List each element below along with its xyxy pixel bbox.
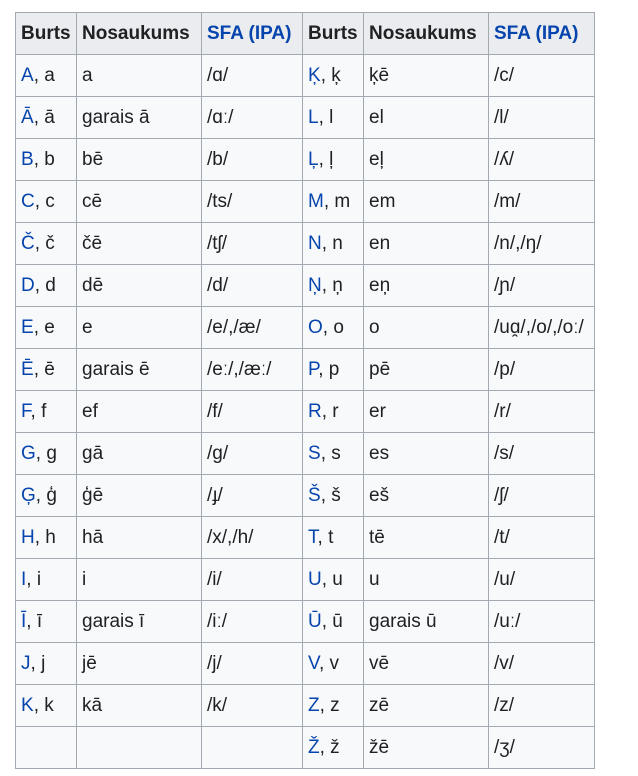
letter-cell-right [303,265,364,307]
letter-cell-left [16,685,77,727]
letter-cell-left [16,265,77,307]
lowercase-letter: ā [44,106,55,128]
lowercase-letter: ī [36,610,43,632]
letter-link[interactable]: P [308,358,319,380]
letter-cell-left [16,391,77,433]
alphabet-table [15,12,595,769]
lowercase-letter: š [331,484,341,506]
table-row [16,181,595,223]
letter-separator: , [318,148,330,170]
lowercase-letter: z [330,694,340,716]
letter-cell-right [303,97,364,139]
letter-link[interactable]: O [308,316,323,338]
name-cell-left: hā [77,517,202,559]
letter-separator: , [35,442,47,464]
letter-separator: , [33,148,45,170]
letter-separator: , [321,568,333,590]
table-row [16,727,595,769]
table-row [16,307,595,349]
letter-link[interactable]: I [21,568,27,590]
name-cell-right: pē [364,349,489,391]
header-ipa-link-left[interactable]: SFA (IPA) [202,13,303,55]
lowercase-letter: č [45,232,55,254]
letter-link[interactable]: Č [21,232,35,254]
header-letter-left: Burts [16,13,77,55]
letter-separator: , [320,484,332,506]
letter-separator: , [33,694,45,716]
letter-link[interactable]: G [21,442,36,464]
lowercase-letter: n [332,232,343,254]
lowercase-letter: ē [44,358,55,380]
ipa-cell-right: /uː/ [489,601,595,643]
ipa-cell-left: /tʃ/ [202,223,303,265]
letter-link[interactable]: D [21,274,35,296]
name-cell-left: dē [77,265,202,307]
letter-link[interactable]: H [21,526,35,548]
letter-separator: , [318,652,330,674]
letter-link[interactable]: Ļ [308,148,319,170]
ipa-cell-left: /g/ [202,433,303,475]
letter-link[interactable]: Z [308,694,320,716]
ipa-cell-left [202,727,303,769]
table-row [16,55,595,97]
letter-link[interactable]: J [21,652,31,674]
ipa-cell-left: /ɟ/ [202,475,303,517]
table-row [16,475,595,517]
ipa-cell-right: /n/,/ŋ/ [489,223,595,265]
name-cell-right: eš [364,475,489,517]
name-cell-right: eņ [364,265,489,307]
letter-link[interactable]: M [308,190,324,212]
lowercase-letter: ž [330,736,340,758]
letter-link[interactable]: Ī [21,610,27,632]
letter-cell-right [303,475,364,517]
ipa-cell-right: /ɲ/ [489,265,595,307]
lowercase-letter: h [45,526,56,548]
letter-cell-left [16,349,77,391]
letter-separator: , [318,358,329,380]
letter-separator: , [26,610,37,632]
table-row [16,559,595,601]
letter-cell-left [16,139,77,181]
ipa-cell-right: /uɑ̯/,/o/,/oː/ [489,307,595,349]
ipa-cell-left: /ɑː/ [202,97,303,139]
letter-cell-left [16,307,77,349]
letter-cell-left [16,97,77,139]
letter-separator: , [33,316,45,338]
letter-link[interactable]: F [21,400,31,422]
letter-link[interactable]: V [308,652,319,674]
ipa-cell-left: /ɑ/ [202,55,303,97]
name-cell-left: garais ā [77,97,202,139]
lowercase-letter: ū [332,610,343,632]
letter-cell-right [303,517,364,559]
letter-cell-right [303,307,364,349]
letter-separator: , [321,232,333,254]
letter-link[interactable]: Ž [308,736,320,758]
letter-link[interactable]: Š [308,484,321,506]
name-cell-right: em [364,181,489,223]
letter-cell-left [16,643,77,685]
lowercase-letter: k [44,694,54,716]
table-row [16,643,595,685]
name-cell-left: bē [77,139,202,181]
letter-link[interactable]: K [21,694,34,716]
letter-cell-right [303,601,364,643]
letter-cell-right [303,139,364,181]
letter-cell-right [303,685,364,727]
name-cell-left: e [77,307,202,349]
letter-separator: , [30,400,42,422]
name-cell-right: en [364,223,489,265]
header-letter-right: Burts [303,13,364,55]
lowercase-letter: a [44,64,55,86]
letter-separator: , [33,106,45,128]
letter-link[interactable]: A [21,64,34,86]
ipa-cell-right: /v/ [489,643,595,685]
ipa-cell-right: /l/ [489,97,595,139]
letter-separator: , [321,400,333,422]
letter-separator: , [30,652,42,674]
lowercase-letter: ģ [46,484,57,506]
letter-separator: , [33,64,45,86]
letter-cell-left [16,433,77,475]
letter-separator: , [318,106,330,128]
lowercase-letter: ķ [331,64,341,86]
name-cell-right: vē [364,643,489,685]
table-row [16,265,595,307]
letter-separator: , [320,64,332,86]
table-row [16,601,595,643]
name-cell-right: zē [364,685,489,727]
name-cell-left: garais ī [77,601,202,643]
ipa-cell-right: /c/ [489,55,595,97]
table-row [16,433,595,475]
lowercase-letter: ļ [329,148,334,170]
letter-cell-left [16,517,77,559]
letter-separator: , [26,568,37,590]
table-row [16,223,595,265]
letter-link[interactable]: E [21,316,34,338]
table-row [16,517,595,559]
letter-link[interactable]: U [308,568,322,590]
letter-cell-right [303,643,364,685]
name-cell-right: eļ [364,139,489,181]
letter-link[interactable]: Ģ [21,484,36,506]
name-cell-left [77,727,202,769]
lowercase-letter: o [333,316,344,338]
ipa-cell-right: /r/ [489,391,595,433]
letter-separator: , [323,190,335,212]
letter-separator: , [319,736,331,758]
letter-separator: , [34,526,46,548]
lowercase-letter: t [328,526,334,548]
lowercase-letter: c [45,190,55,212]
lowercase-letter: f [41,400,47,422]
letter-separator: , [34,232,46,254]
name-cell-left: garais ē [77,349,202,391]
ipa-cell-left: /e/,/æ/ [202,307,303,349]
ipa-cell-right: /ʎ/ [489,139,595,181]
ipa-cell-right: /ʒ/ [489,727,595,769]
ipa-cell-left: /x/,/h/ [202,517,303,559]
name-cell-left: a [77,55,202,97]
lowercase-letter: v [329,652,339,674]
letter-cell-left [16,181,77,223]
letter-separator: , [33,358,45,380]
letter-separator: , [322,316,334,338]
letter-separator: , [34,274,46,296]
name-cell-left: i [77,559,202,601]
letter-cell-left [16,223,77,265]
lowercase-letter: m [334,190,351,212]
letter-link[interactable]: B [21,148,34,170]
name-cell-right: ķē [364,55,489,97]
letter-link[interactable]: Ā [21,106,34,128]
letter-cell-right [303,349,364,391]
letter-cell-right [303,55,364,97]
letter-link[interactable]: C [21,190,35,212]
name-cell-right: žē [364,727,489,769]
table-row [16,349,595,391]
table-row [16,685,595,727]
name-cell-right: tē [364,517,489,559]
ipa-cell-right: /m/ [489,181,595,223]
ipa-cell-right: /p/ [489,349,595,391]
letter-cell-right [303,727,364,769]
letter-link[interactable]: S [308,442,321,464]
ipa-cell-left: /f/ [202,391,303,433]
lowercase-letter: g [46,442,57,464]
lowercase-letter: b [44,148,55,170]
letter-cell-right [303,391,364,433]
letter-link[interactable]: Ē [21,358,34,380]
letter-link[interactable]: Ņ [308,274,322,296]
name-cell-left: gā [77,433,202,475]
letter-separator: , [319,694,331,716]
letter-separator: , [317,526,329,548]
ipa-cell-left: /b/ [202,139,303,181]
letter-separator: , [320,442,332,464]
ipa-cell-right: /s/ [489,433,595,475]
letter-cell-left [16,559,77,601]
letter-link[interactable]: N [308,232,322,254]
letter-separator: , [35,484,47,506]
letter-cell-left [16,475,77,517]
name-cell-left: cē [77,181,202,223]
letter-link[interactable]: L [308,106,319,128]
name-cell-right: garais ū [364,601,489,643]
header-row [16,13,595,55]
letter-cell-left [16,601,77,643]
name-cell-left: kā [77,685,202,727]
ipa-cell-right: /ʃ/ [489,475,595,517]
ipa-cell-right: /u/ [489,559,595,601]
letter-cell-right [303,181,364,223]
ipa-cell-right: /z/ [489,685,595,727]
name-cell-right: es [364,433,489,475]
lowercase-letter: j [41,652,46,674]
ipa-cell-left: /j/ [202,643,303,685]
name-cell-left: jē [77,643,202,685]
letter-link[interactable]: Ū [308,610,322,632]
ipa-cell-right: /t/ [489,517,595,559]
letter-link[interactable]: T [308,526,318,548]
letter-cell-right [303,559,364,601]
letter-cell-left [16,727,77,769]
name-cell-left: ģē [77,475,202,517]
name-cell-left: ef [77,391,202,433]
name-cell-right: el [364,97,489,139]
lowercase-letter: e [44,316,55,338]
letter-cell-right [303,223,364,265]
header-name-right: Nosaukums [364,13,489,55]
lowercase-letter: p [328,358,340,380]
table-row [16,139,595,181]
ipa-cell-left: /k/ [202,685,303,727]
lowercase-letter: s [331,442,341,464]
ipa-cell-left: /ts/ [202,181,303,223]
lowercase-letter: u [332,568,343,590]
lowercase-letter: d [45,274,56,296]
name-cell-left: čē [77,223,202,265]
letter-link[interactable]: Ķ [308,64,321,86]
letter-cell-right [303,433,364,475]
ipa-cell-left: /iː/ [202,601,303,643]
letter-separator: , [34,190,46,212]
letter-separator: , [321,610,333,632]
header-name-left: Nosaukums [77,13,202,55]
letter-separator: , [321,274,333,296]
name-cell-right: o [364,307,489,349]
lowercase-letter: r [332,400,339,422]
lowercase-letter: ņ [332,274,343,296]
letter-link[interactable]: R [308,400,322,422]
lowercase-letter: l [329,106,334,128]
name-cell-right: er [364,391,489,433]
table-row [16,391,595,433]
ipa-cell-left: /i/ [202,559,303,601]
letter-cell-left [16,55,77,97]
ipa-cell-left: /d/ [202,265,303,307]
ipa-cell-left: /eː/,/æː/ [202,349,303,391]
table-row [16,97,595,139]
lowercase-letter: i [36,568,42,590]
header-ipa-link-right[interactable]: SFA (IPA) [489,13,595,55]
name-cell-right: u [364,559,489,601]
